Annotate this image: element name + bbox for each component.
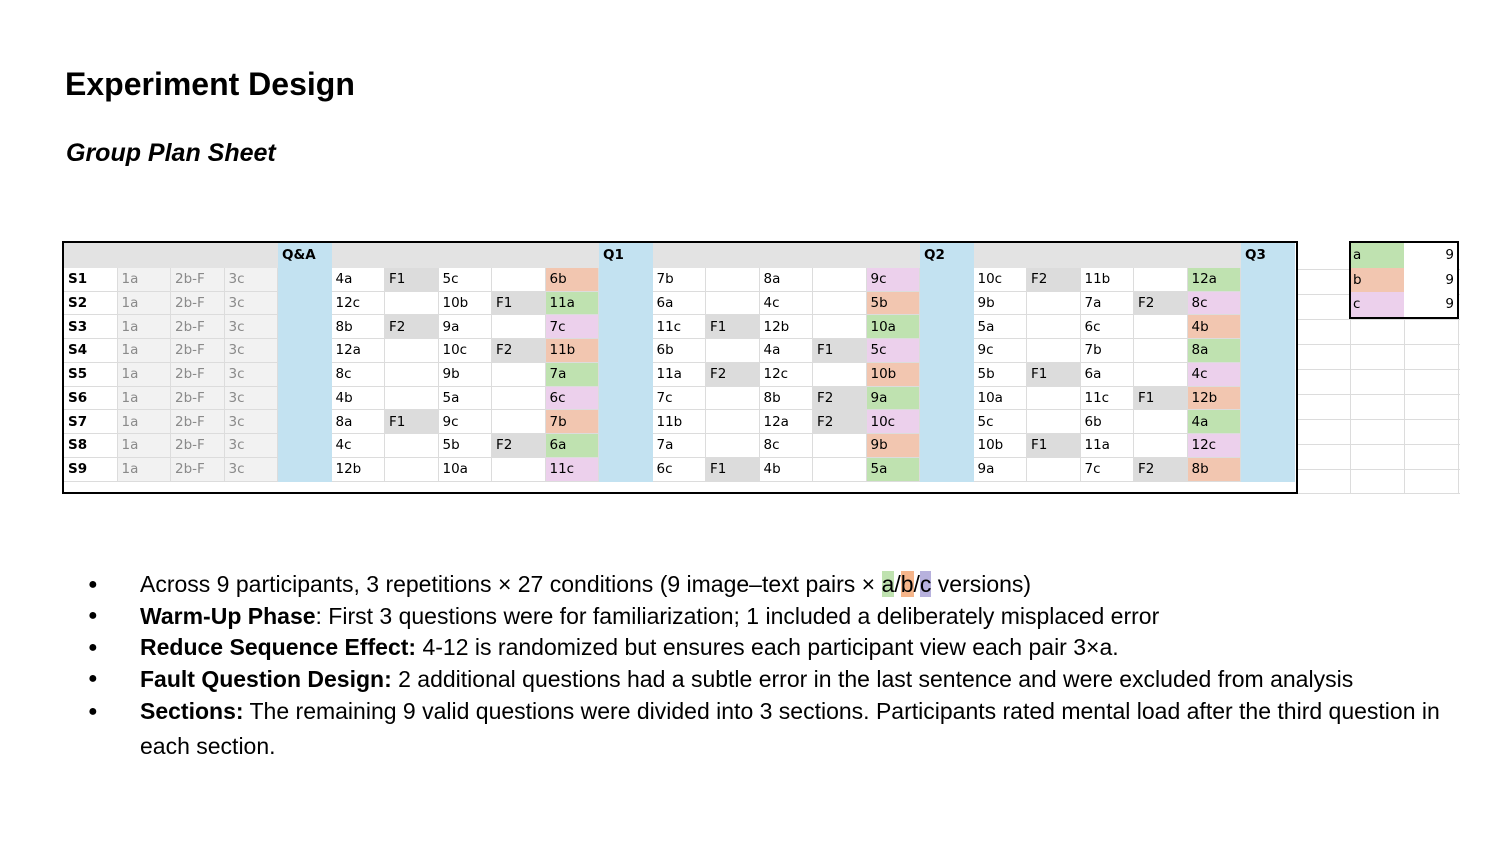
note-sections: ● Sections: The remaining 9 valid questions were divided into 3 sections. Participants rated mental load after the third question in each section. bbox=[88, 694, 1468, 764]
warmup-cell: 1a bbox=[117, 362, 171, 386]
section-divider-cell bbox=[599, 315, 653, 339]
section-divider-cell bbox=[920, 362, 974, 386]
condition-cell: 4c bbox=[759, 291, 813, 315]
version-c-highlight: c bbox=[919, 571, 932, 597]
participant-label: S9 bbox=[64, 457, 118, 481]
condition-cell: F2 bbox=[1027, 267, 1081, 291]
condition-cell bbox=[492, 267, 546, 291]
page-title: Experiment Design bbox=[65, 66, 355, 102]
table-header-row bbox=[64, 244, 1295, 268]
section-divider-cell bbox=[920, 434, 974, 458]
condition-cell: 9a bbox=[973, 457, 1027, 481]
condition-cell: 12c bbox=[1187, 434, 1241, 458]
section-divider-cell bbox=[278, 434, 332, 458]
condition-cell: 10c bbox=[973, 267, 1027, 291]
condition-cell bbox=[706, 386, 760, 410]
condition-cell: 9b bbox=[973, 291, 1027, 315]
warmup-cell: 1a bbox=[117, 339, 171, 363]
condition-cell: 5c bbox=[973, 410, 1027, 434]
section-divider-cell bbox=[599, 291, 653, 315]
participant-label: S3 bbox=[64, 315, 118, 339]
condition-cell: 11b bbox=[652, 410, 706, 434]
condition-cell: 8c bbox=[1187, 291, 1241, 315]
condition-cell: 7c bbox=[545, 315, 599, 339]
condition-cell: 11a bbox=[545, 291, 599, 315]
condition-cell bbox=[385, 339, 439, 363]
condition-cell: 5c bbox=[866, 339, 920, 363]
section-divider-cell bbox=[1241, 386, 1295, 410]
condition-cell: 6b bbox=[1080, 410, 1134, 434]
condition-cell bbox=[1134, 362, 1188, 386]
condition-cell: 9b bbox=[866, 434, 920, 458]
condition-cell: 11a bbox=[1080, 434, 1134, 458]
header-q3: Q3 bbox=[1241, 244, 1295, 268]
condition-cell bbox=[813, 457, 867, 481]
legend-version-label: a bbox=[1350, 243, 1404, 268]
condition-cell bbox=[1134, 434, 1188, 458]
condition-cell bbox=[813, 291, 867, 315]
condition-cell: 11c bbox=[652, 315, 706, 339]
warmup-cell: 2b-F bbox=[171, 410, 225, 434]
legend-version-label: c bbox=[1350, 292, 1404, 317]
condition-cell: 9c bbox=[973, 339, 1027, 363]
condition-cell: 8a bbox=[331, 410, 385, 434]
warmup-cell: 3c bbox=[224, 267, 278, 291]
section-divider-cell bbox=[599, 410, 653, 434]
header-qa: Q&A bbox=[278, 244, 332, 268]
condition-cell: 6c bbox=[652, 457, 706, 481]
section-divider-cell bbox=[920, 315, 974, 339]
legend-count: 9 bbox=[1404, 243, 1458, 268]
condition-cell: 5a bbox=[973, 315, 1027, 339]
condition-cell: 12b bbox=[759, 315, 813, 339]
section-divider-cell bbox=[278, 339, 332, 363]
condition-cell: F1 bbox=[385, 410, 439, 434]
condition-cell: 11b bbox=[1080, 267, 1134, 291]
warmup-cell: 3c bbox=[224, 434, 278, 458]
condition-cell: F1 bbox=[385, 267, 439, 291]
condition-cell: 8a bbox=[759, 267, 813, 291]
condition-cell: 6a bbox=[1080, 362, 1134, 386]
condition-cell: 10a bbox=[866, 315, 920, 339]
condition-cell bbox=[492, 410, 546, 434]
section-divider-cell bbox=[920, 457, 974, 481]
section-divider-cell bbox=[920, 386, 974, 410]
section-divider-cell bbox=[1241, 291, 1295, 315]
condition-cell: F2 bbox=[706, 362, 760, 386]
note-participants: ● Across 9 participants, 3 repetitions × 27 conditions (9 image–text pairs × a/b/c versions) bbox=[88, 568, 1468, 601]
condition-cell: 11c bbox=[545, 457, 599, 481]
condition-cell: F1 bbox=[1027, 362, 1081, 386]
condition-cell bbox=[706, 291, 760, 315]
warmup-cell: 2b-F bbox=[171, 457, 225, 481]
note-warmup: ● Warm-Up Phase: First 3 questions were for familiarization; 1 included a deliberately misplaced error bbox=[88, 601, 1468, 631]
condition-cell: 5a bbox=[866, 457, 920, 481]
participant-label: S6 bbox=[64, 386, 118, 410]
condition-cell: 8c bbox=[331, 362, 385, 386]
section-divider-cell bbox=[599, 457, 653, 481]
condition-cell: 6c bbox=[1080, 315, 1134, 339]
condition-cell: 9c bbox=[866, 267, 920, 291]
table-row bbox=[64, 386, 1295, 410]
table-row bbox=[64, 434, 1295, 458]
condition-cell: 8a bbox=[1187, 339, 1241, 363]
condition-cell: 6b bbox=[652, 339, 706, 363]
section-divider-cell bbox=[599, 386, 653, 410]
warmup-cell: 1a bbox=[117, 410, 171, 434]
condition-cell: F2 bbox=[492, 434, 546, 458]
warmup-cell: 2b-F bbox=[171, 339, 225, 363]
condition-cell: 10c bbox=[866, 410, 920, 434]
condition-cell: 5b bbox=[866, 291, 920, 315]
section-divider-cell bbox=[278, 457, 332, 481]
condition-cell: 6a bbox=[652, 291, 706, 315]
condition-cell bbox=[1134, 339, 1188, 363]
section-divider-cell bbox=[278, 267, 332, 291]
table-row bbox=[64, 267, 1295, 291]
condition-cell bbox=[813, 362, 867, 386]
header-q2: Q2 bbox=[920, 244, 974, 268]
condition-cell bbox=[1027, 291, 1081, 315]
condition-cell: 10b bbox=[866, 362, 920, 386]
section-divider-cell bbox=[278, 291, 332, 315]
condition-cell bbox=[492, 362, 546, 386]
condition-cell: F1 bbox=[1134, 386, 1188, 410]
participant-label: S4 bbox=[64, 339, 118, 363]
condition-cell: 4a bbox=[759, 339, 813, 363]
legend-count: 9 bbox=[1404, 268, 1458, 293]
condition-cell: 11c bbox=[1080, 386, 1134, 410]
condition-cell: 7b bbox=[545, 410, 599, 434]
version-a-highlight: a bbox=[881, 571, 895, 597]
warmup-cell: 3c bbox=[224, 362, 278, 386]
section-divider-cell bbox=[278, 362, 332, 386]
condition-cell: 4a bbox=[331, 267, 385, 291]
warmup-cell: 3c bbox=[224, 457, 278, 481]
condition-cell bbox=[706, 410, 760, 434]
condition-cell bbox=[813, 267, 867, 291]
warmup-cell: 2b-F bbox=[171, 362, 225, 386]
condition-cell: 8b bbox=[331, 315, 385, 339]
condition-cell: 12b bbox=[331, 457, 385, 481]
condition-cell: 5a bbox=[438, 386, 492, 410]
condition-cell bbox=[706, 434, 760, 458]
warmup-cell: 1a bbox=[117, 291, 171, 315]
section-divider-cell bbox=[920, 339, 974, 363]
legend-row bbox=[1350, 292, 1458, 317]
condition-cell: 7a bbox=[1080, 291, 1134, 315]
legend-count: 9 bbox=[1404, 292, 1458, 317]
section-divider-cell bbox=[1241, 362, 1295, 386]
participant-label: S1 bbox=[64, 267, 118, 291]
version-legend bbox=[1350, 243, 1458, 317]
condition-cell: 7b bbox=[1080, 339, 1134, 363]
section-divider-cell bbox=[1241, 457, 1295, 481]
warmup-cell: 2b-F bbox=[171, 434, 225, 458]
table-row bbox=[64, 315, 1295, 339]
section-divider-cell bbox=[920, 291, 974, 315]
section-divider-cell bbox=[920, 410, 974, 434]
warmup-cell: 3c bbox=[224, 291, 278, 315]
section-divider-cell bbox=[278, 386, 332, 410]
condition-cell: 7a bbox=[545, 362, 599, 386]
condition-cell bbox=[706, 267, 760, 291]
condition-cell bbox=[1027, 457, 1081, 481]
condition-cell bbox=[385, 291, 439, 315]
warmup-cell: 1a bbox=[117, 315, 171, 339]
condition-cell: 4b bbox=[1187, 315, 1241, 339]
condition-cell bbox=[492, 386, 546, 410]
condition-cell bbox=[1134, 315, 1188, 339]
condition-cell: 11a bbox=[652, 362, 706, 386]
notes-list bbox=[88, 568, 1468, 764]
condition-cell: 12c bbox=[331, 291, 385, 315]
condition-cell: 4a bbox=[1187, 410, 1241, 434]
section-divider-cell bbox=[1241, 434, 1295, 458]
condition-cell: 5b bbox=[973, 362, 1027, 386]
section-divider-cell bbox=[599, 267, 653, 291]
condition-cell: 11b bbox=[545, 339, 599, 363]
condition-cell: 10a bbox=[438, 457, 492, 481]
condition-cell: 4c bbox=[1187, 362, 1241, 386]
condition-cell bbox=[1027, 315, 1081, 339]
condition-cell: F2 bbox=[1134, 457, 1188, 481]
participant-label: S8 bbox=[64, 434, 118, 458]
condition-cell: 9b bbox=[438, 362, 492, 386]
condition-cell: 8b bbox=[759, 386, 813, 410]
note-sequence: ● Reduce Sequence Effect: 4-12 is randomized but ensures each participant view each pair 3×a. bbox=[88, 631, 1468, 664]
version-b-highlight: b bbox=[900, 571, 914, 597]
condition-cell bbox=[385, 457, 439, 481]
condition-cell: 5c bbox=[438, 267, 492, 291]
section-divider-cell bbox=[599, 362, 653, 386]
participant-label: S2 bbox=[64, 291, 118, 315]
note-fault: ● Fault Question Design: 2 additional questions had a subtle error in the last sentence and were excluded from analysis bbox=[88, 664, 1468, 694]
section-divider-cell bbox=[278, 315, 332, 339]
condition-cell: 10a bbox=[973, 386, 1027, 410]
section-divider-cell bbox=[278, 410, 332, 434]
section-divider-cell bbox=[599, 434, 653, 458]
table-row bbox=[64, 339, 1295, 363]
legend-version-label: b bbox=[1350, 268, 1404, 293]
condition-cell: F2 bbox=[813, 386, 867, 410]
condition-cell: 12c bbox=[759, 362, 813, 386]
condition-cell: 9a bbox=[438, 315, 492, 339]
condition-cell: F2 bbox=[813, 410, 867, 434]
table-row bbox=[64, 457, 1295, 481]
condition-cell bbox=[1134, 410, 1188, 434]
condition-cell bbox=[813, 434, 867, 458]
condition-cell: 10b bbox=[973, 434, 1027, 458]
condition-cell bbox=[706, 339, 760, 363]
warmup-cell: 3c bbox=[224, 410, 278, 434]
condition-cell: F1 bbox=[1027, 434, 1081, 458]
participant-label: S5 bbox=[64, 362, 118, 386]
condition-cell bbox=[1134, 267, 1188, 291]
condition-cell bbox=[385, 434, 439, 458]
condition-cell: 12a bbox=[759, 410, 813, 434]
warmup-cell: 3c bbox=[224, 339, 278, 363]
condition-cell: 7c bbox=[1080, 457, 1134, 481]
condition-cell: 7a bbox=[652, 434, 706, 458]
legend-row bbox=[1350, 268, 1458, 293]
table-row bbox=[64, 410, 1295, 434]
warmup-cell: 1a bbox=[117, 267, 171, 291]
condition-cell: 12b bbox=[1187, 386, 1241, 410]
condition-cell: F1 bbox=[492, 291, 546, 315]
section-divider-cell bbox=[1241, 339, 1295, 363]
warmup-cell: 1a bbox=[117, 434, 171, 458]
condition-cell bbox=[385, 362, 439, 386]
condition-cell: 7b bbox=[652, 267, 706, 291]
condition-cell bbox=[492, 457, 546, 481]
warmup-cell: 3c bbox=[224, 315, 278, 339]
condition-cell: 4b bbox=[759, 457, 813, 481]
table-row bbox=[64, 291, 1295, 315]
warmup-cell: 1a bbox=[117, 386, 171, 410]
condition-cell: 8c bbox=[759, 434, 813, 458]
condition-cell: 12a bbox=[1187, 267, 1241, 291]
section-divider-cell bbox=[1241, 267, 1295, 291]
warmup-cell: 2b-F bbox=[171, 291, 225, 315]
condition-cell: 6c bbox=[545, 386, 599, 410]
condition-cell: 4b bbox=[331, 386, 385, 410]
condition-cell: 10b bbox=[438, 291, 492, 315]
condition-cell: 9a bbox=[866, 386, 920, 410]
condition-cell bbox=[813, 315, 867, 339]
condition-cell: 8b bbox=[1187, 457, 1241, 481]
header-q1: Q1 bbox=[599, 244, 653, 268]
section-divider-cell bbox=[920, 267, 974, 291]
group-plan-table bbox=[63, 243, 1295, 482]
warmup-cell: 1a bbox=[117, 457, 171, 481]
condition-cell bbox=[1027, 410, 1081, 434]
warmup-cell: 2b-F bbox=[171, 386, 225, 410]
participant-label: S7 bbox=[64, 410, 118, 434]
condition-cell: F1 bbox=[706, 315, 760, 339]
condition-cell: 7c bbox=[652, 386, 706, 410]
page-subtitle: Group Plan Sheet bbox=[66, 139, 276, 167]
warmup-cell: 2b-F bbox=[171, 267, 225, 291]
condition-cell: 6b bbox=[545, 267, 599, 291]
condition-cell: F2 bbox=[1134, 291, 1188, 315]
condition-cell: F1 bbox=[813, 339, 867, 363]
warmup-cell: 3c bbox=[224, 386, 278, 410]
condition-cell bbox=[492, 315, 546, 339]
condition-cell bbox=[1027, 386, 1081, 410]
section-divider-cell bbox=[599, 339, 653, 363]
table-row bbox=[64, 362, 1295, 386]
section-divider-cell bbox=[1241, 315, 1295, 339]
condition-cell bbox=[1027, 339, 1081, 363]
condition-cell: 4c bbox=[331, 434, 385, 458]
condition-cell: 10c bbox=[438, 339, 492, 363]
warmup-cell: 2b-F bbox=[171, 315, 225, 339]
legend-row bbox=[1350, 243, 1458, 268]
condition-cell: 6a bbox=[545, 434, 599, 458]
condition-cell: F2 bbox=[492, 339, 546, 363]
condition-cell: F1 bbox=[706, 457, 760, 481]
condition-cell: 5b bbox=[438, 434, 492, 458]
condition-cell: F2 bbox=[385, 315, 439, 339]
section-divider-cell bbox=[1241, 410, 1295, 434]
condition-cell: 12a bbox=[331, 339, 385, 363]
condition-cell bbox=[385, 386, 439, 410]
condition-cell: 9c bbox=[438, 410, 492, 434]
